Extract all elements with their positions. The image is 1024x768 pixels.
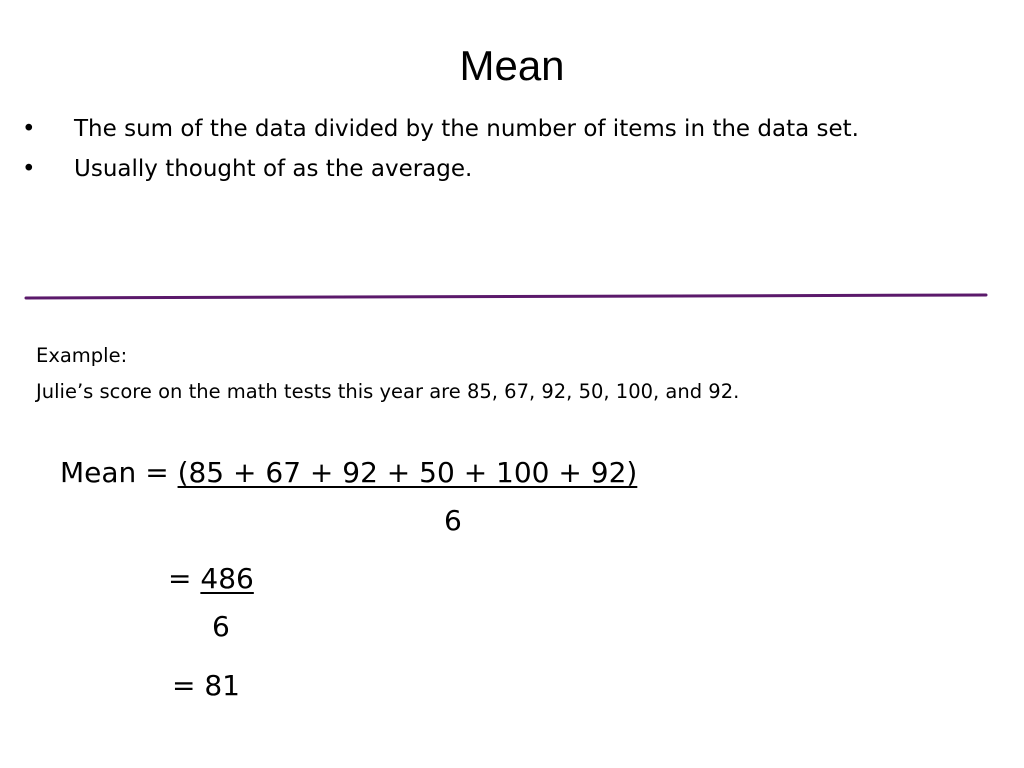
slide-title: Mean	[459, 42, 565, 89]
mean-label: Mean =	[60, 456, 178, 489]
definition-list	[22, 110, 859, 190]
bullet-text: The sum of the data divided by the number of items in the data set.	[74, 116, 859, 142]
bullet-icon: •	[22, 156, 36, 182]
bullet-text: Usually thought of as the average.	[74, 156, 473, 182]
example-text: Julie’s score on the math tests this year are 85, 67, 92, 50, 100, and 92.	[36, 380, 740, 403]
total-numerator: 486	[200, 562, 254, 595]
total-equation	[168, 561, 254, 597]
equals-sign: =	[168, 562, 201, 595]
bullet-icon: •	[22, 116, 36, 142]
list-item	[22, 110, 859, 150]
example-block	[36, 338, 739, 410]
example-heading: Example:	[36, 344, 128, 367]
count-denominator: 6	[444, 504, 462, 537]
mean-equation	[60, 455, 637, 491]
divider-line	[24, 283, 994, 303]
list-item	[22, 150, 859, 190]
sum-numerator: (85 + 67 + 92 + 50 + 100 + 92)	[177, 456, 638, 489]
mean-result: = 81	[172, 669, 240, 702]
total-denominator: 6	[212, 610, 230, 643]
